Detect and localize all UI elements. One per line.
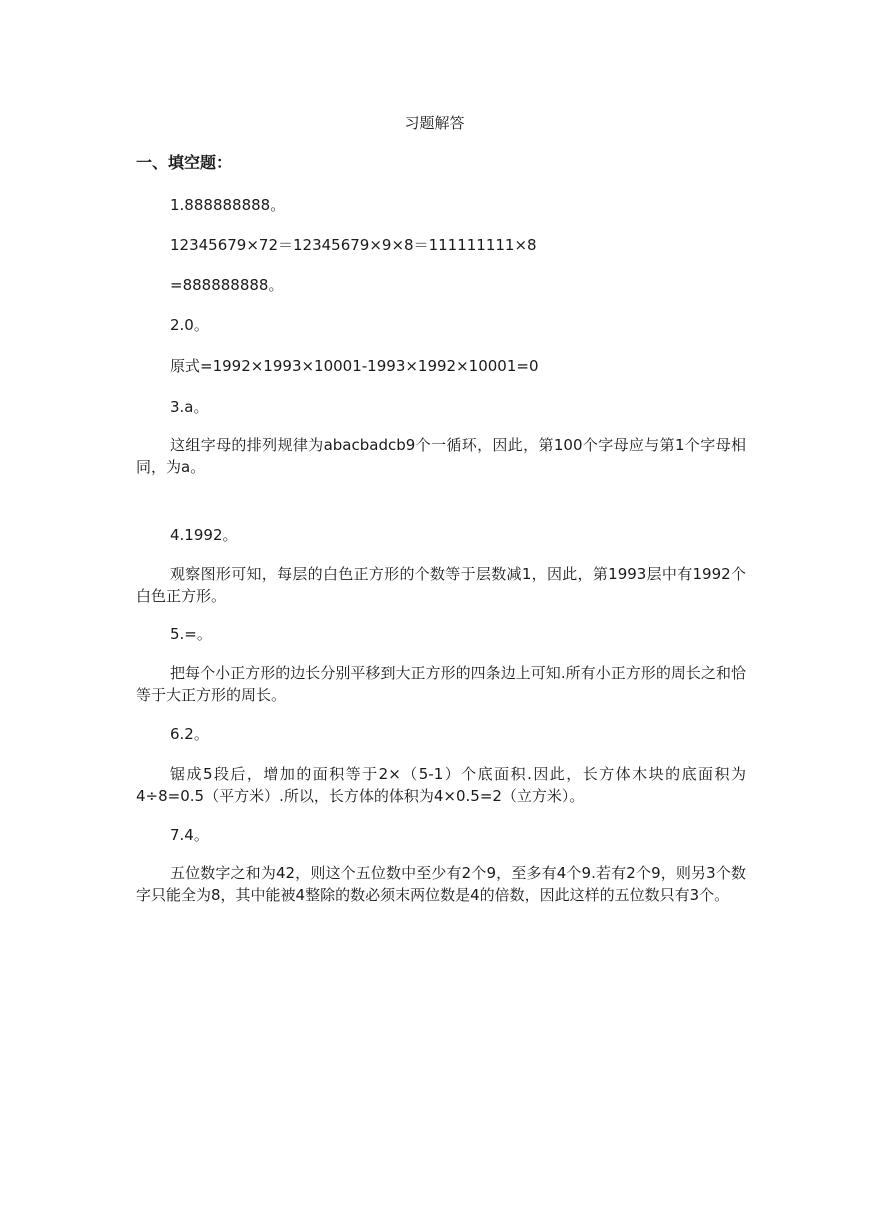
solution-3: 这组字母的排列规律为abacbadcb9个一循环，因此，第100个字母应与第1个字母相同，为a。 [136,436,746,476]
solution-1-line-1: 12345679×72＝12345679×9×8＝111111111×8 [170,236,537,254]
answer-2: 2.0。 [170,316,209,334]
answer-3: 3.a。 [170,398,209,416]
answer-1: 1.888888888。 [170,196,286,214]
answer-4: 4.1992。 [170,526,238,544]
answer-6: 6.2。 [170,725,209,743]
section-heading: 一、填空题： [136,153,233,172]
solution-2-line-1: 原式=1992×1993×10001-1993×1992×10001=0 [170,357,539,375]
document-title: 习题解答 [404,114,465,132]
answer-5: 5.=。 [170,625,212,643]
solution-4: 观察图形可知，每层的白色正方形的个数等于层数减1，因此，第1993层中有1992个白色正方形。 [136,565,746,605]
solution-5: 把每个小正方形的边长分别平移到大正方形的四条边上可知.所有小正方形的周长之和恰等于大正方形的周长。 [136,664,746,704]
solution-6: 锯成5段后，增加的面积等于2×（5-1）个底面积.因此，长方体木块的底面积为4÷8=0.5（平方米）.所以，长方体的体积为4×0.5=2（立方米）。 [136,765,746,805]
solution-1-line-2: =888888888。 [170,276,284,294]
solution-7: 五位数字之和为42，则这个五位数中至少有2个9，至多有4个9.若有2个9，则另3个数字只能全为8，其中能被4整除的数必须末两位数是4的倍数，因此这样的五位数只有3个。 [136,864,746,904]
answer-7: 7.4。 [170,826,209,844]
